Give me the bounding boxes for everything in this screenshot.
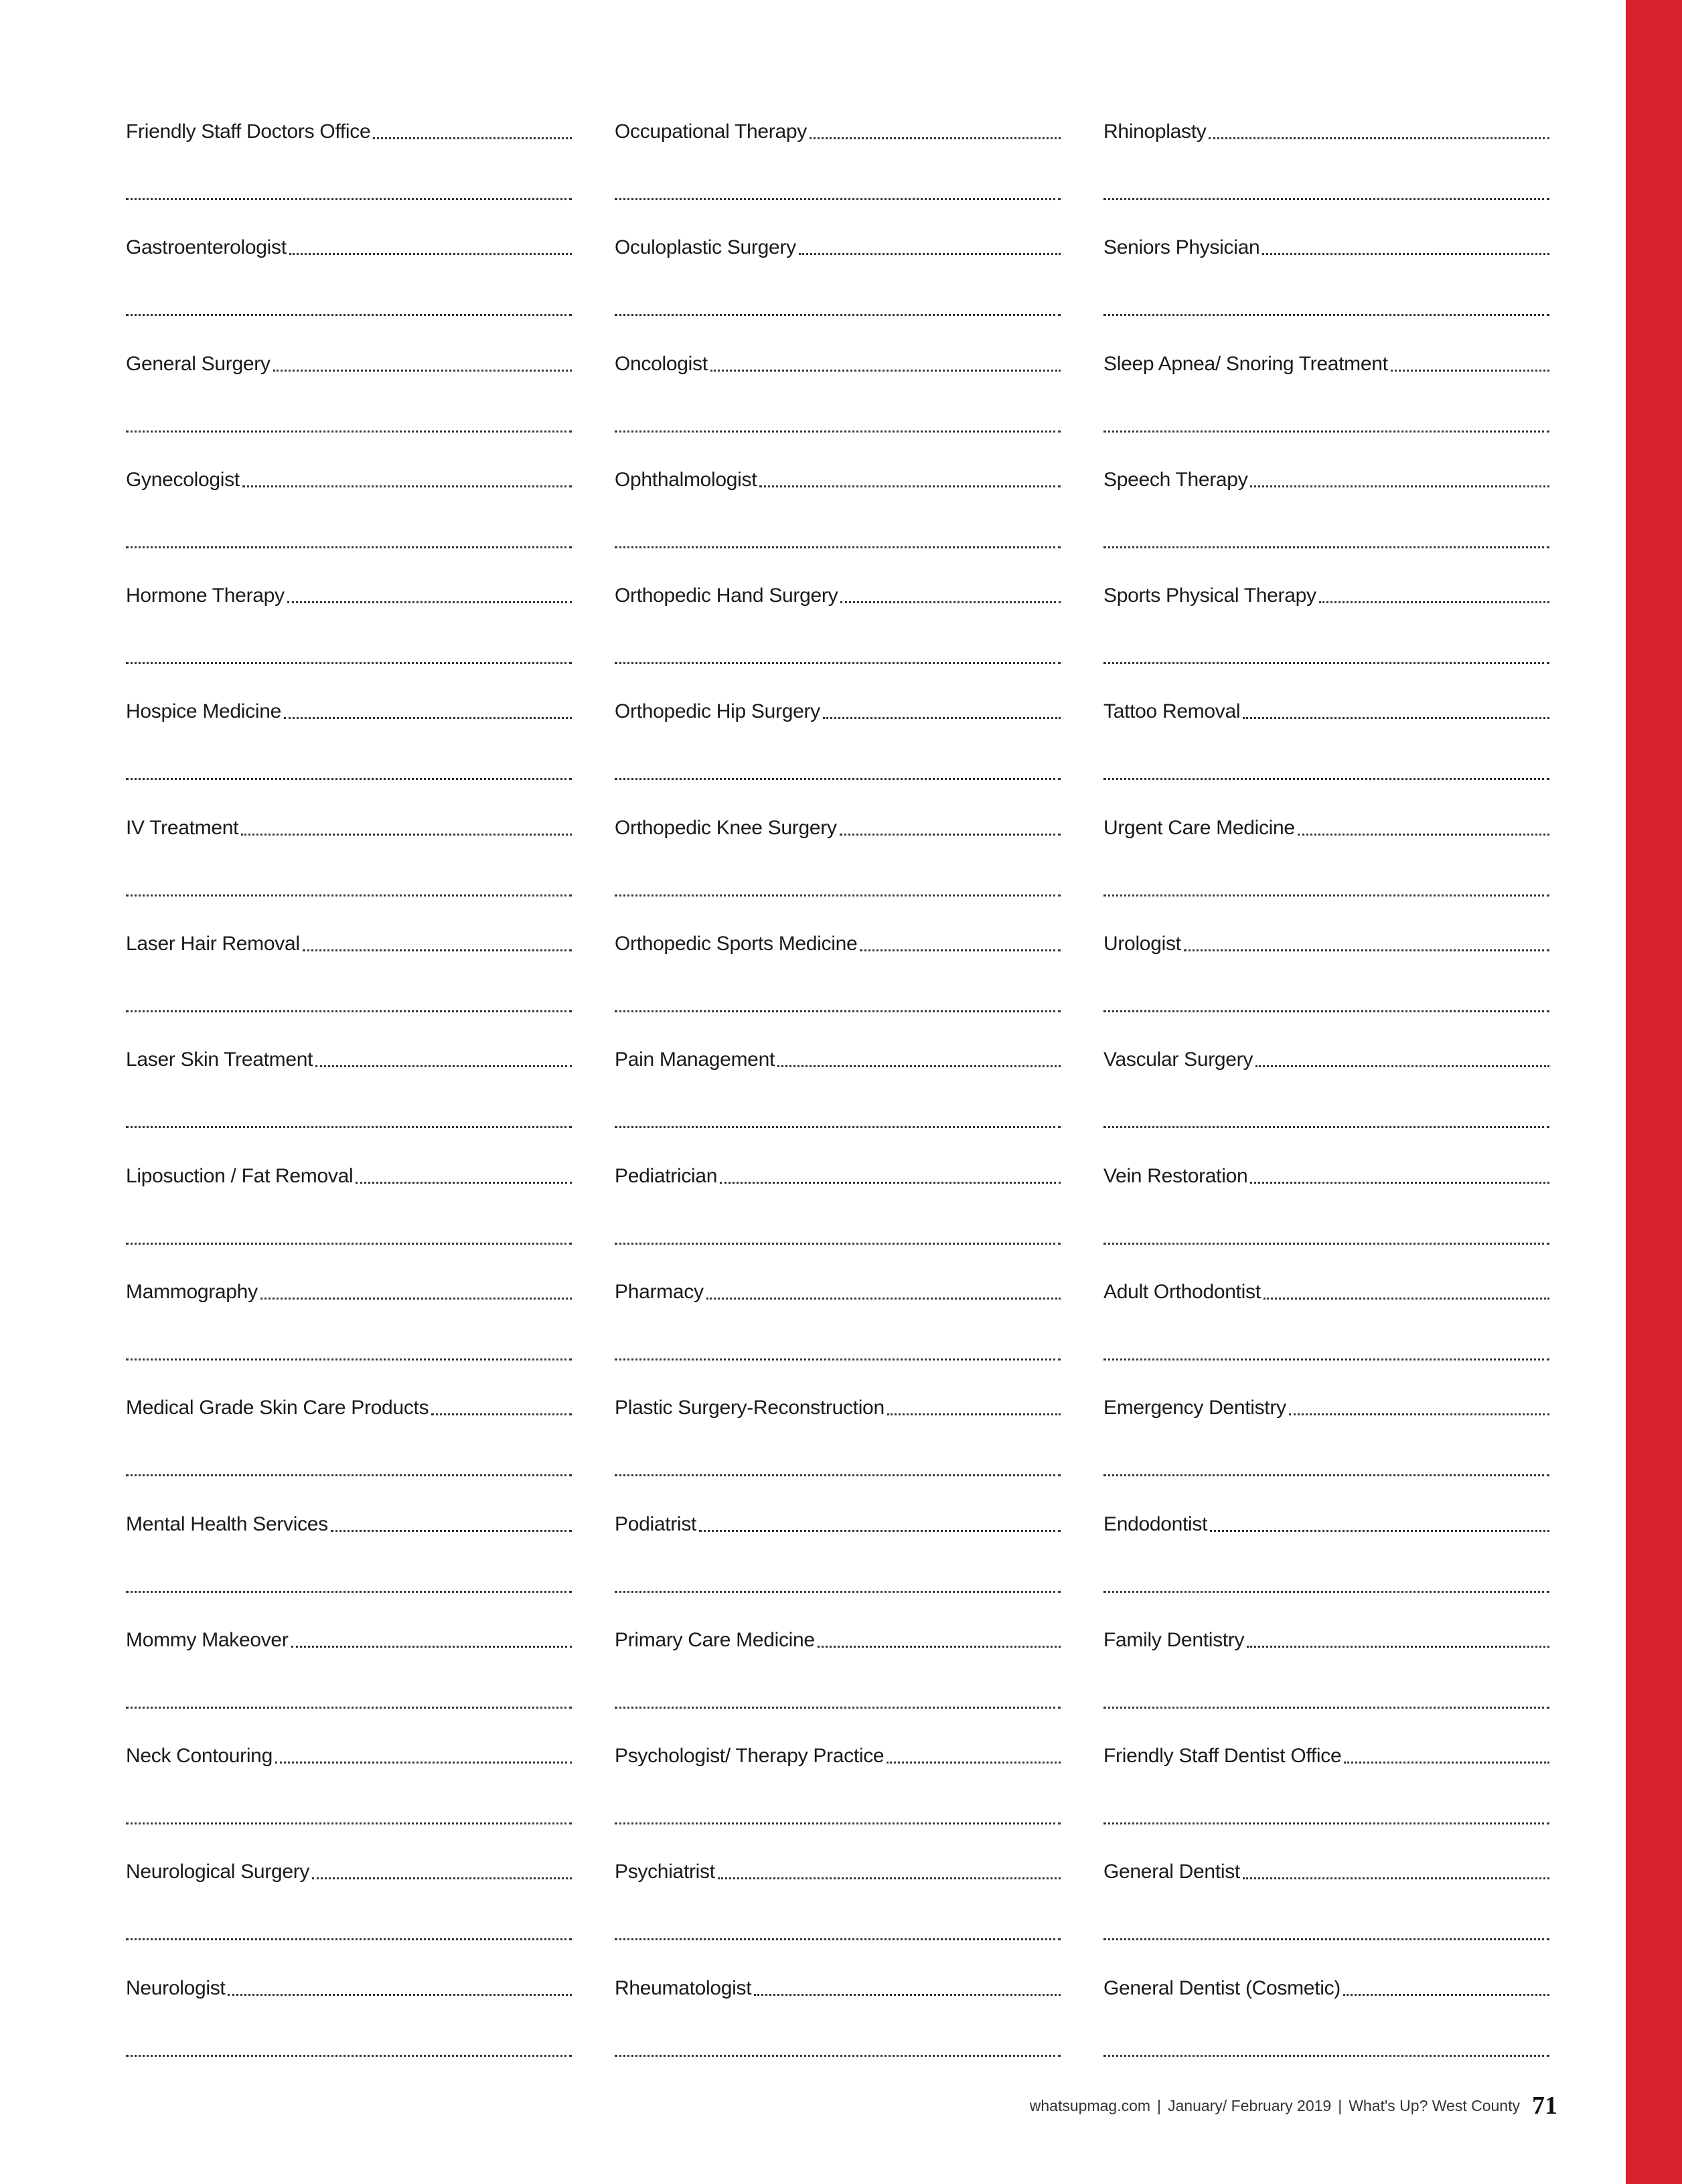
dotted-leader bbox=[1243, 717, 1549, 719]
category-line bbox=[1103, 1267, 1549, 1302]
ballot-entry bbox=[126, 687, 572, 803]
category-line bbox=[615, 687, 1061, 722]
dotted-leader bbox=[718, 1877, 1061, 1879]
answer-dotted-line bbox=[615, 431, 1061, 433]
category-line bbox=[1103, 223, 1549, 258]
ballot-entry bbox=[1103, 223, 1549, 339]
answer-dotted-line bbox=[615, 1474, 1061, 1476]
category-line bbox=[1103, 455, 1549, 490]
ballot-entry bbox=[1103, 455, 1549, 571]
answer-dotted-line bbox=[615, 778, 1061, 780]
answer-dotted-line bbox=[126, 1822, 572, 1824]
answer-dotted-line bbox=[1103, 1822, 1549, 1824]
category-line bbox=[1103, 339, 1549, 374]
category-label: Hormone Therapy bbox=[126, 584, 285, 607]
dotted-leader bbox=[759, 485, 1061, 487]
red-edge-bar bbox=[1626, 0, 1682, 2184]
answer-dotted-line bbox=[1103, 1474, 1549, 1476]
ballot-entry bbox=[615, 571, 1061, 687]
category-label: Primary Care Medicine bbox=[615, 1628, 815, 1651]
category-label: Vascular Surgery bbox=[1103, 1048, 1253, 1071]
category-label: Orthopedic Hand Surgery bbox=[615, 584, 838, 607]
ballot-entry bbox=[126, 803, 572, 919]
category-line bbox=[615, 1964, 1061, 1999]
category-line bbox=[126, 107, 572, 142]
ballot-entry bbox=[126, 1152, 572, 1267]
category-line bbox=[126, 339, 572, 374]
answer-dotted-line bbox=[1103, 431, 1549, 433]
category-label: Plastic Surgery-Reconstruction bbox=[615, 1397, 885, 1419]
category-label: Vein Restoration bbox=[1103, 1164, 1248, 1187]
category-label: Gynecologist bbox=[126, 468, 240, 491]
dotted-leader bbox=[242, 485, 572, 487]
ballot-entry bbox=[615, 919, 1061, 1035]
category-label: Friendly Staff Dentist Office bbox=[1103, 1745, 1342, 1768]
dotted-leader bbox=[356, 1182, 572, 1184]
ballot-entry bbox=[126, 571, 572, 687]
category-line bbox=[615, 455, 1061, 490]
category-line bbox=[126, 455, 572, 490]
ballot-entry bbox=[1103, 1847, 1549, 1963]
ballot-entry bbox=[615, 223, 1061, 339]
footer-separator: | bbox=[1338, 2097, 1343, 2114]
answer-dotted-line bbox=[1103, 2055, 1549, 2057]
ballot-column-2 bbox=[615, 107, 1061, 2080]
category-line bbox=[1103, 1152, 1549, 1186]
category-line bbox=[126, 571, 572, 606]
ballot-entry bbox=[1103, 803, 1549, 919]
answer-dotted-line bbox=[615, 894, 1061, 896]
category-line bbox=[615, 571, 1061, 606]
category-label: Laser Hair Removal bbox=[126, 933, 300, 955]
category-label: Family Dentistry bbox=[1103, 1628, 1245, 1651]
ballot-entry bbox=[126, 1035, 572, 1151]
category-label: Ophthalmologist bbox=[615, 468, 757, 491]
category-label: Oculoplastic Surgery bbox=[615, 236, 796, 259]
category-line bbox=[615, 1383, 1061, 1418]
category-label: Mammography bbox=[126, 1280, 258, 1303]
ballot-entry bbox=[1103, 1731, 1549, 1847]
dotted-leader bbox=[1209, 137, 1549, 139]
category-line bbox=[126, 1152, 572, 1186]
ballot-entry bbox=[615, 1383, 1061, 1499]
category-label: Oncologist bbox=[615, 352, 708, 375]
answer-dotted-line bbox=[615, 546, 1061, 548]
ballot-entry bbox=[126, 1964, 572, 2080]
ballot-entry bbox=[615, 1964, 1061, 2080]
ballot-entry bbox=[615, 455, 1061, 571]
answer-dotted-line bbox=[126, 431, 572, 433]
footer-separator: | bbox=[1157, 2097, 1162, 2114]
dotted-leader bbox=[431, 1413, 572, 1415]
ballot-entry bbox=[615, 1847, 1061, 1963]
answer-dotted-line bbox=[126, 1126, 572, 1128]
answer-dotted-line bbox=[615, 1243, 1061, 1245]
ballot-entry bbox=[126, 223, 572, 339]
answer-dotted-line bbox=[126, 2055, 572, 2057]
ballot-entry bbox=[1103, 1964, 1549, 2080]
ballot-column-1 bbox=[126, 107, 572, 2080]
dotted-leader bbox=[818, 1646, 1061, 1648]
category-line bbox=[1103, 919, 1549, 954]
category-line bbox=[615, 1616, 1061, 1650]
page-number: 71 bbox=[1532, 2092, 1557, 2120]
dotted-leader bbox=[1255, 1065, 1549, 1067]
category-label: Tattoo Removal bbox=[1103, 700, 1241, 723]
ballot-entry bbox=[126, 1500, 572, 1616]
answer-dotted-line bbox=[126, 1938, 572, 1940]
category-label: General Surgery bbox=[126, 352, 271, 375]
ballot-entry bbox=[1103, 919, 1549, 1035]
category-line bbox=[126, 1847, 572, 1882]
category-line bbox=[1103, 1847, 1549, 1882]
answer-dotted-line bbox=[1103, 894, 1549, 896]
category-label: Friendly Staff Doctors Office bbox=[126, 121, 371, 143]
ballot-entry bbox=[126, 339, 572, 455]
answer-dotted-line bbox=[615, 662, 1061, 664]
category-label: Orthopedic Hip Surgery bbox=[615, 700, 820, 723]
answer-dotted-line bbox=[1103, 1707, 1549, 1709]
dotted-leader bbox=[1319, 601, 1549, 603]
answer-dotted-line bbox=[615, 1822, 1061, 1824]
dotted-leader bbox=[287, 601, 572, 603]
dotted-leader bbox=[860, 949, 1061, 951]
ballot-entry bbox=[615, 107, 1061, 223]
category-line bbox=[1103, 803, 1549, 838]
category-label: General Dentist bbox=[1103, 1861, 1240, 1883]
category-label: Urgent Care Medicine bbox=[1103, 816, 1295, 839]
category-label: Psychiatrist bbox=[615, 1861, 715, 1883]
answer-dotted-line bbox=[126, 546, 572, 548]
dotted-leader bbox=[720, 1182, 1061, 1184]
category-label: Urologist bbox=[1103, 933, 1181, 955]
dotted-leader bbox=[1210, 1530, 1549, 1532]
answer-dotted-line bbox=[615, 1126, 1061, 1128]
category-line bbox=[126, 1035, 572, 1070]
ballot-entry bbox=[615, 1500, 1061, 1616]
dotted-leader bbox=[1343, 1994, 1549, 1996]
ballot-entry bbox=[1103, 571, 1549, 687]
category-label: Psychologist/ Therapy Practice bbox=[615, 1745, 885, 1768]
category-line bbox=[615, 1731, 1061, 1766]
ballot-entry bbox=[1103, 339, 1549, 455]
category-label: Neck Contouring bbox=[126, 1745, 273, 1768]
dotted-leader bbox=[1247, 1646, 1549, 1648]
answer-dotted-line bbox=[1103, 546, 1549, 548]
dotted-leader bbox=[291, 1646, 572, 1648]
category-line bbox=[615, 339, 1061, 374]
dotted-leader bbox=[312, 1877, 572, 1879]
answer-dotted-line bbox=[615, 1010, 1061, 1012]
dotted-leader bbox=[840, 834, 1061, 836]
dotted-leader bbox=[706, 1298, 1061, 1300]
category-line bbox=[615, 803, 1061, 838]
dotted-leader bbox=[754, 1994, 1061, 1996]
category-line bbox=[615, 107, 1061, 142]
answer-dotted-line bbox=[126, 1591, 572, 1593]
category-label: Laser Skin Treatment bbox=[126, 1048, 313, 1071]
category-line bbox=[615, 1500, 1061, 1535]
category-line bbox=[1103, 687, 1549, 722]
dotted-leader bbox=[1289, 1413, 1549, 1415]
ballot-column-3 bbox=[1103, 107, 1549, 2080]
ballot-entry bbox=[615, 803, 1061, 919]
page-footer bbox=[984, 2091, 1557, 2120]
ballot-entry bbox=[126, 919, 572, 1035]
ballot-entry bbox=[615, 687, 1061, 803]
category-label: IV Treatment bbox=[126, 816, 239, 839]
answer-dotted-line bbox=[1103, 1591, 1549, 1593]
category-label: Sleep Apnea/ Snoring Treatment bbox=[1103, 352, 1388, 375]
dotted-leader bbox=[1184, 949, 1549, 951]
category-label: Endodontist bbox=[1103, 1512, 1208, 1535]
dotted-leader bbox=[275, 1762, 572, 1764]
dotted-leader bbox=[273, 370, 572, 372]
answer-dotted-line bbox=[126, 198, 572, 200]
answer-dotted-line bbox=[126, 778, 572, 780]
ballot-entry bbox=[1103, 1500, 1549, 1616]
category-line bbox=[126, 223, 572, 258]
ballot-entry bbox=[1103, 1267, 1549, 1383]
dotted-leader bbox=[1243, 1877, 1549, 1879]
category-line bbox=[1103, 1731, 1549, 1766]
dotted-leader bbox=[710, 370, 1061, 372]
category-line bbox=[1103, 571, 1549, 606]
category-label: Neurologist bbox=[126, 1976, 226, 1999]
ballot-entry bbox=[126, 1847, 572, 1963]
answer-dotted-line bbox=[615, 314, 1061, 316]
answer-dotted-line bbox=[615, 2055, 1061, 2057]
category-label: Sports Physical Therapy bbox=[1103, 584, 1316, 607]
ballot-entry bbox=[615, 1152, 1061, 1267]
category-line bbox=[126, 1964, 572, 1999]
category-label: Rheumatologist bbox=[615, 1976, 752, 1999]
dotted-leader bbox=[699, 1530, 1061, 1532]
ballot-entry bbox=[615, 339, 1061, 455]
dotted-leader bbox=[284, 717, 572, 719]
dotted-leader bbox=[777, 1065, 1061, 1067]
dotted-leader bbox=[303, 949, 572, 951]
answer-dotted-line bbox=[615, 1707, 1061, 1709]
answer-dotted-line bbox=[1103, 1126, 1549, 1128]
dotted-leader bbox=[1262, 253, 1549, 255]
ballot-entry bbox=[615, 1616, 1061, 1731]
dotted-leader bbox=[331, 1530, 572, 1532]
answer-dotted-line bbox=[1103, 198, 1549, 200]
footer-publication: What's Up? West County bbox=[1349, 2097, 1520, 2114]
answer-dotted-line bbox=[126, 662, 572, 664]
category-line bbox=[126, 687, 572, 722]
answer-dotted-line bbox=[126, 1010, 572, 1012]
category-label: Mental Health Services bbox=[126, 1512, 328, 1535]
category-line bbox=[1103, 1035, 1549, 1070]
ballot-entry bbox=[126, 1616, 572, 1731]
answer-dotted-line bbox=[1103, 1010, 1549, 1012]
category-label: Pediatrician bbox=[615, 1164, 718, 1187]
category-line bbox=[126, 1616, 572, 1650]
category-line bbox=[1103, 1383, 1549, 1418]
dotted-leader bbox=[810, 137, 1061, 139]
ballot-entry bbox=[126, 1267, 572, 1383]
ballot-entry bbox=[126, 1383, 572, 1499]
category-line bbox=[1103, 107, 1549, 142]
category-label: Neurological Surgery bbox=[126, 1861, 310, 1883]
category-label: Orthopedic Knee Surgery bbox=[615, 816, 837, 839]
category-label: Liposuction / Fat Removal bbox=[126, 1164, 354, 1187]
footer-issue: January/ February 2019 bbox=[1168, 2097, 1332, 2114]
answer-dotted-line bbox=[126, 1474, 572, 1476]
category-label: Podiatrist bbox=[615, 1512, 697, 1535]
category-label: Medical Grade Skin Care Products bbox=[126, 1397, 429, 1419]
category-line bbox=[615, 223, 1061, 258]
category-label: Pain Management bbox=[615, 1048, 775, 1071]
dotted-leader bbox=[315, 1065, 572, 1067]
category-line bbox=[126, 1383, 572, 1418]
answer-dotted-line bbox=[1103, 1358, 1549, 1360]
answer-dotted-line bbox=[615, 1358, 1061, 1360]
dotted-leader bbox=[840, 601, 1061, 603]
category-label: Orthopedic Sports Medicine bbox=[615, 933, 858, 955]
dotted-leader bbox=[1344, 1762, 1549, 1764]
category-line bbox=[615, 1035, 1061, 1070]
ballot-entry bbox=[1103, 1035, 1549, 1151]
category-label: Adult Orthodontist bbox=[1103, 1280, 1261, 1303]
category-line bbox=[126, 803, 572, 838]
ballot-entry bbox=[1103, 1383, 1549, 1499]
dotted-leader bbox=[373, 137, 572, 139]
category-line bbox=[615, 1847, 1061, 1882]
dotted-leader bbox=[241, 834, 572, 836]
category-line bbox=[126, 919, 572, 954]
dotted-leader bbox=[289, 253, 572, 255]
category-line bbox=[615, 919, 1061, 954]
dotted-leader bbox=[823, 717, 1061, 719]
category-label: Gastroenterologist bbox=[126, 236, 287, 259]
ballot-entry bbox=[126, 1731, 572, 1847]
category-label: Rhinoplasty bbox=[1103, 121, 1207, 143]
category-line bbox=[615, 1152, 1061, 1186]
category-label: Emergency Dentistry bbox=[1103, 1397, 1286, 1419]
category-line bbox=[126, 1267, 572, 1302]
answer-dotted-line bbox=[615, 198, 1061, 200]
ballot-entry bbox=[1103, 687, 1549, 803]
category-label: Speech Therapy bbox=[1103, 468, 1248, 491]
dotted-leader bbox=[1298, 834, 1549, 836]
dotted-leader bbox=[1264, 1298, 1549, 1300]
category-line bbox=[615, 1267, 1061, 1302]
category-line bbox=[1103, 1616, 1549, 1650]
answer-dotted-line bbox=[126, 894, 572, 896]
dotted-leader bbox=[887, 1762, 1061, 1764]
answer-dotted-line bbox=[126, 1243, 572, 1245]
answer-dotted-line bbox=[126, 1358, 572, 1360]
answer-dotted-line bbox=[1103, 1938, 1549, 1940]
category-label: Mommy Makeover bbox=[126, 1628, 289, 1651]
footer-site: whatsupmag.com bbox=[1029, 2097, 1151, 2114]
dotted-leader bbox=[1391, 370, 1549, 372]
answer-dotted-line bbox=[615, 1938, 1061, 1940]
ballot-entry bbox=[1103, 1616, 1549, 1731]
category-label: Pharmacy bbox=[615, 1280, 704, 1303]
ballot-entry bbox=[126, 455, 572, 571]
category-line bbox=[126, 1500, 572, 1535]
category-label: Seniors Physician bbox=[1103, 236, 1260, 259]
ballot-entry bbox=[1103, 107, 1549, 223]
answer-dotted-line bbox=[126, 1707, 572, 1709]
category-label: General Dentist (Cosmetic) bbox=[1103, 1976, 1341, 1999]
ballot-entry bbox=[1103, 1152, 1549, 1267]
dotted-leader bbox=[887, 1413, 1061, 1415]
category-label: Occupational Therapy bbox=[615, 121, 807, 143]
category-line bbox=[1103, 1500, 1549, 1535]
dotted-leader bbox=[1250, 1182, 1549, 1184]
category-line bbox=[1103, 1964, 1549, 1999]
ballot-entry bbox=[615, 1267, 1061, 1383]
ballot-entry bbox=[615, 1731, 1061, 1847]
dotted-leader bbox=[260, 1298, 572, 1300]
ballot-entry bbox=[615, 1035, 1061, 1151]
answer-dotted-line bbox=[1103, 1243, 1549, 1245]
answer-dotted-line bbox=[615, 1591, 1061, 1593]
category-label: Hospice Medicine bbox=[126, 700, 281, 723]
answer-dotted-line bbox=[1103, 314, 1549, 316]
answer-dotted-line bbox=[1103, 662, 1549, 664]
answer-dotted-line bbox=[126, 314, 572, 316]
dotted-leader bbox=[1250, 485, 1549, 487]
dotted-leader bbox=[228, 1994, 572, 1996]
category-line bbox=[126, 1731, 572, 1766]
dotted-leader bbox=[799, 253, 1061, 255]
answer-dotted-line bbox=[1103, 778, 1549, 780]
ballot-entry bbox=[126, 107, 572, 223]
